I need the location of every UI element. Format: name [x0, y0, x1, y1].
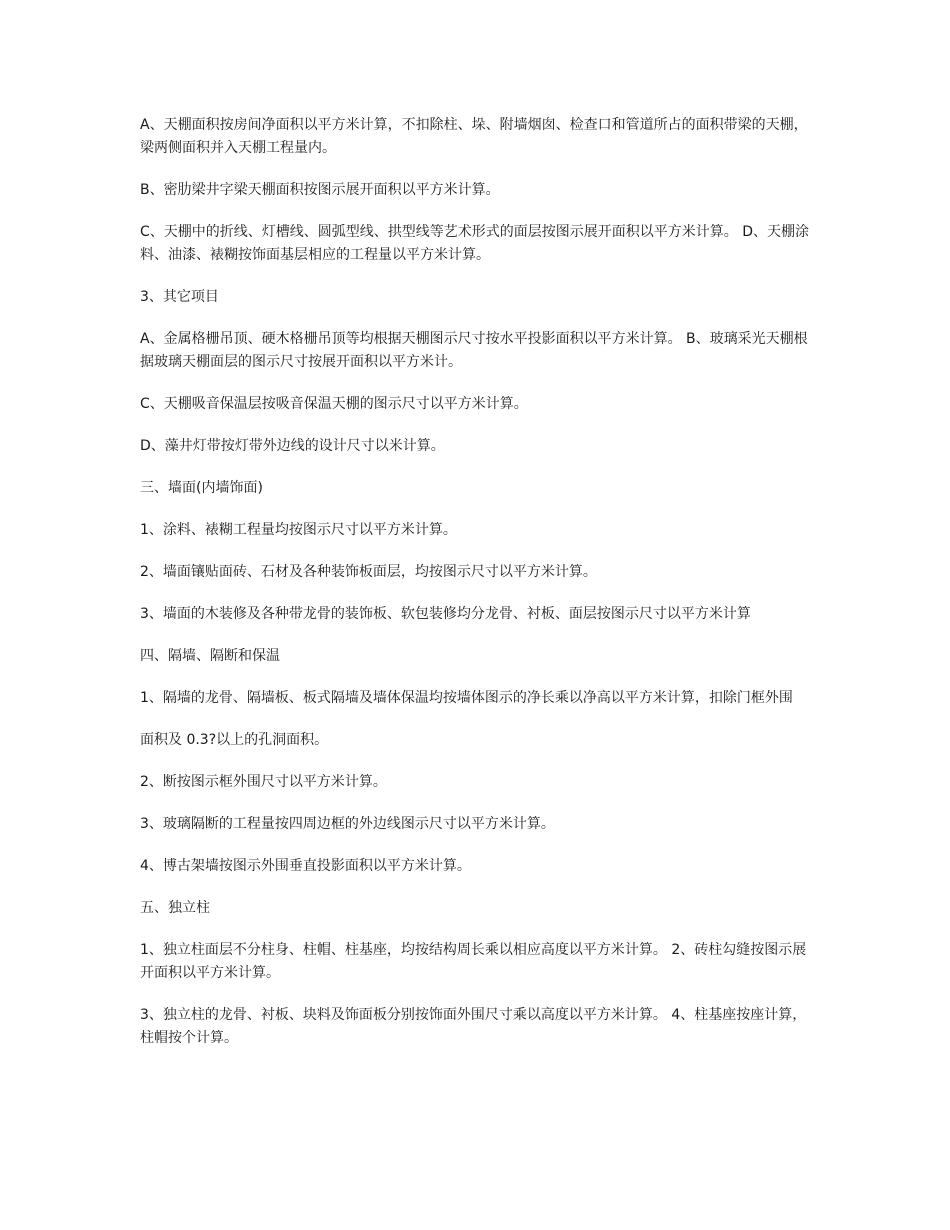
- paragraph-ceiling-area-a: A、天棚面积按房间净面积以平方米计算，不扣除柱、垛、附墙烟囱、检查口和管道所占的面积带梁的天棚，梁两侧面积并入天棚工程量内。: [140, 117, 808, 156]
- heading-columns: 五、独立柱: [140, 900, 210, 916]
- paragraph-wall-3: 3、墙面的木装修及各种带龙骨的装饰板、软包装修均分龙骨、衬板、面层按图示尺寸以平方米计算: [140, 606, 751, 622]
- paragraph-ceiling-area-c-d: C、天棚中的折线、灯槽线、圆弧型线、拱型线等艺术形式的面层按图示展开面积以平方米计算。 D、天棚涂料、油漆、裱糊按饰面基层相应的工程量以平方米计算。: [140, 224, 810, 263]
- paragraph-other-items-a-b: A、金属格栅吊顶、硬木格栅吊顶等均根据天棚图示尺寸按水平投影面积以平方米计算。 B、玻璃采光天棚根据玻璃天棚面层的图示尺寸按展开面积以平方米计。: [140, 331, 808, 370]
- heading-wall-surface: 三、墙面(内墙饰面): [140, 480, 263, 496]
- paragraph-ceiling-area-b: B、密肋梁井字梁天棚面积按图示展开面积以平方米计算。: [140, 182, 500, 198]
- paragraph-wall-1: 1、涂料、裱糊工程量均按图示尺寸以平方米计算。: [140, 522, 457, 538]
- paragraph-partition-4: 4、博古架墙按图示外围垂直投影面积以平方米计算。: [140, 858, 471, 874]
- paragraph-partition-3: 3、玻璃隔断的工程量按四周边框的外边线图示尺寸以平方米计算。: [140, 816, 555, 832]
- document-body: [140, 114, 820, 1069]
- paragraph-column-1-2: 1、独立柱面层不分柱身、柱帽、柱基座，均按结构周长乘以相应高度以平方米计算。 2、砖柱勾缝按图示展开面积以平方米计算。: [140, 942, 807, 981]
- paragraph-partition-1: 1、隔墙的龙骨、隔墙板、板式隔墙及墙体保温均按墙体图示的净长乘以净高以平方米计算，扣除门框外围: [140, 690, 793, 706]
- paragraph-wall-2: 2、墙面镶贴面砖、石材及各种装饰板面层，均按图示尺寸以平方米计算。: [140, 564, 597, 580]
- heading-partitions: 四、隔墙、隔断和保温: [140, 648, 280, 664]
- paragraph-other-items-d: D、藻井灯带按灯带外边线的设计尺寸以米计算。: [140, 438, 445, 454]
- paragraph-partition-2: 2、断按图示框外围尺寸以平方米计算。: [140, 774, 387, 790]
- paragraph-column-3-4: 3、独立柱的龙骨、衬板、块料及饰面板分别按饰面外围尺寸乘以高度以平方米计算。 4、柱基座按座计算，柱帽按个计算。: [140, 1007, 807, 1046]
- paragraph-other-items-c: C、天棚吸音保温层按吸音保温天棚的图示尺寸以平方米计算。: [140, 396, 528, 412]
- paragraph-partition-1-cont: 面积及 0.3?以上的孔洞面积。: [140, 732, 329, 748]
- heading-other-items: 3、其它项目: [140, 289, 219, 305]
